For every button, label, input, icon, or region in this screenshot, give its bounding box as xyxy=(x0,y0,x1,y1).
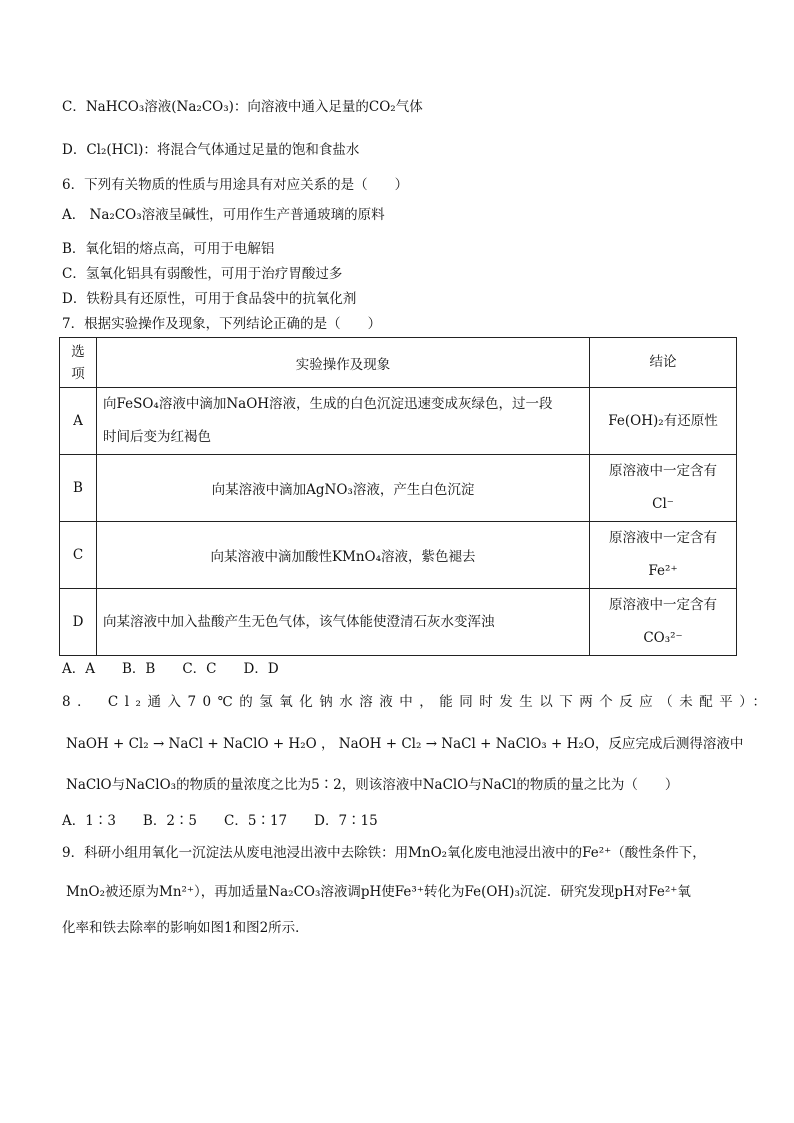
table-row xyxy=(60,388,737,455)
row-option: D xyxy=(60,589,97,656)
header-conclusion: 结论 xyxy=(590,338,737,388)
table-row xyxy=(60,455,737,522)
q9-stem-line3: 化率和铁去除率的影响如图1和图2所示． xyxy=(62,920,309,936)
header-option: 选 项 xyxy=(60,338,97,388)
q8-stem: 8． Cl₂通入70℃的氢氧化钠水溶液中，能同时发生以下两个反应（未配平）： xyxy=(62,694,773,710)
table-row xyxy=(60,589,737,656)
row-option: B xyxy=(60,455,97,522)
row-conclusion: 原溶液中一定含有 CO₃²⁻ xyxy=(590,589,737,656)
q6-option-b: B．氧化铝的熔点高，可用于电解铝 xyxy=(62,241,275,257)
q9-stem-line2: MnO₂被还原为Mn²⁺），再加适量Na₂CO₃溶液调pH使Fe³⁺转化为Fe(OH)₃沉淀．研究发现pH对Fe²⁺氧 xyxy=(66,884,691,900)
table-row xyxy=(60,522,737,589)
q7-answer-choices: A．A B．B C．C D．D xyxy=(62,661,279,677)
q6-option-a: A． Na₂CO₃溶液呈碱性，可用作生产普通玻璃的原料 xyxy=(62,207,385,223)
q6-option-c: C．氢氧化铝具有弱酸性，可用于治疗胃酸过多 xyxy=(62,266,343,282)
row-option: A xyxy=(60,388,97,455)
q5-option-d: D．Cl₂(HCl)：将混合气体通过足量的饱和食盐水 xyxy=(62,142,360,158)
row-conclusion: Fe(OH)₂有还原性 xyxy=(590,388,737,455)
q8-equations: NaOH + Cl₂ → NaCl + NaClO + H₂O ， NaOH + Cl₂ → NaCl + NaClO₃ + H₂O，反应完成后测得溶液中 xyxy=(66,736,744,752)
row-procedure: 向某溶液中滴加酸性KMnO₄溶液，紫色褪去 xyxy=(97,522,590,589)
row-conclusion: 原溶液中一定含有 Fe²⁺ xyxy=(590,522,737,589)
q7-experiment-table xyxy=(59,337,737,656)
header-procedure: 实验操作及现象 xyxy=(97,338,590,388)
q8-answer-choices: A．1∶3 B．2∶5 C．5∶17 D．7∶15 xyxy=(62,813,378,829)
row-option: C xyxy=(60,522,97,589)
q6-stem: 6．下列有关物质的性质与用途具有对应关系的是（ ） xyxy=(62,177,409,193)
q6-option-d: D．铁粉具有还原性，可用于食品袋中的抗氧化剂 xyxy=(62,291,357,307)
row-procedure: 向某溶液中加入盐酸产生无色气体，该气体能使澄清石灰水变浑浊 xyxy=(97,589,590,656)
row-procedure: 向FeSO₄溶液中滴加NaOH溶液，生成的白色沉淀迅速变成灰绿色，过一段 时间后变为红褐色 xyxy=(97,388,590,455)
q7-stem: 7．根据实验操作及现象，下列结论正确的是（ ） xyxy=(62,316,382,332)
row-procedure: 向某溶液中滴加AgNO₃溶液，产生白色沉淀 xyxy=(97,455,590,522)
table-header-row xyxy=(60,338,737,388)
q5-option-c: C．NaHCO₃溶液(Na₂CO₃)：向溶液中通入足量的CO₂气体 xyxy=(62,99,423,115)
row-conclusion: 原溶液中一定含有 Cl⁻ xyxy=(590,455,737,522)
q8-question: NaClO与NaClO₃的物质的量浓度之比为5∶2，则该溶液中NaClO与NaCl的物质的量之比为（ ） xyxy=(66,777,679,793)
q9-stem-line1: 9．科研小组用氧化一沉淀法从废电池浸出液中去除铁：用MnO₂氧化废电池浸出液中的Fe²⁺（酸性条件下， xyxy=(62,845,706,861)
